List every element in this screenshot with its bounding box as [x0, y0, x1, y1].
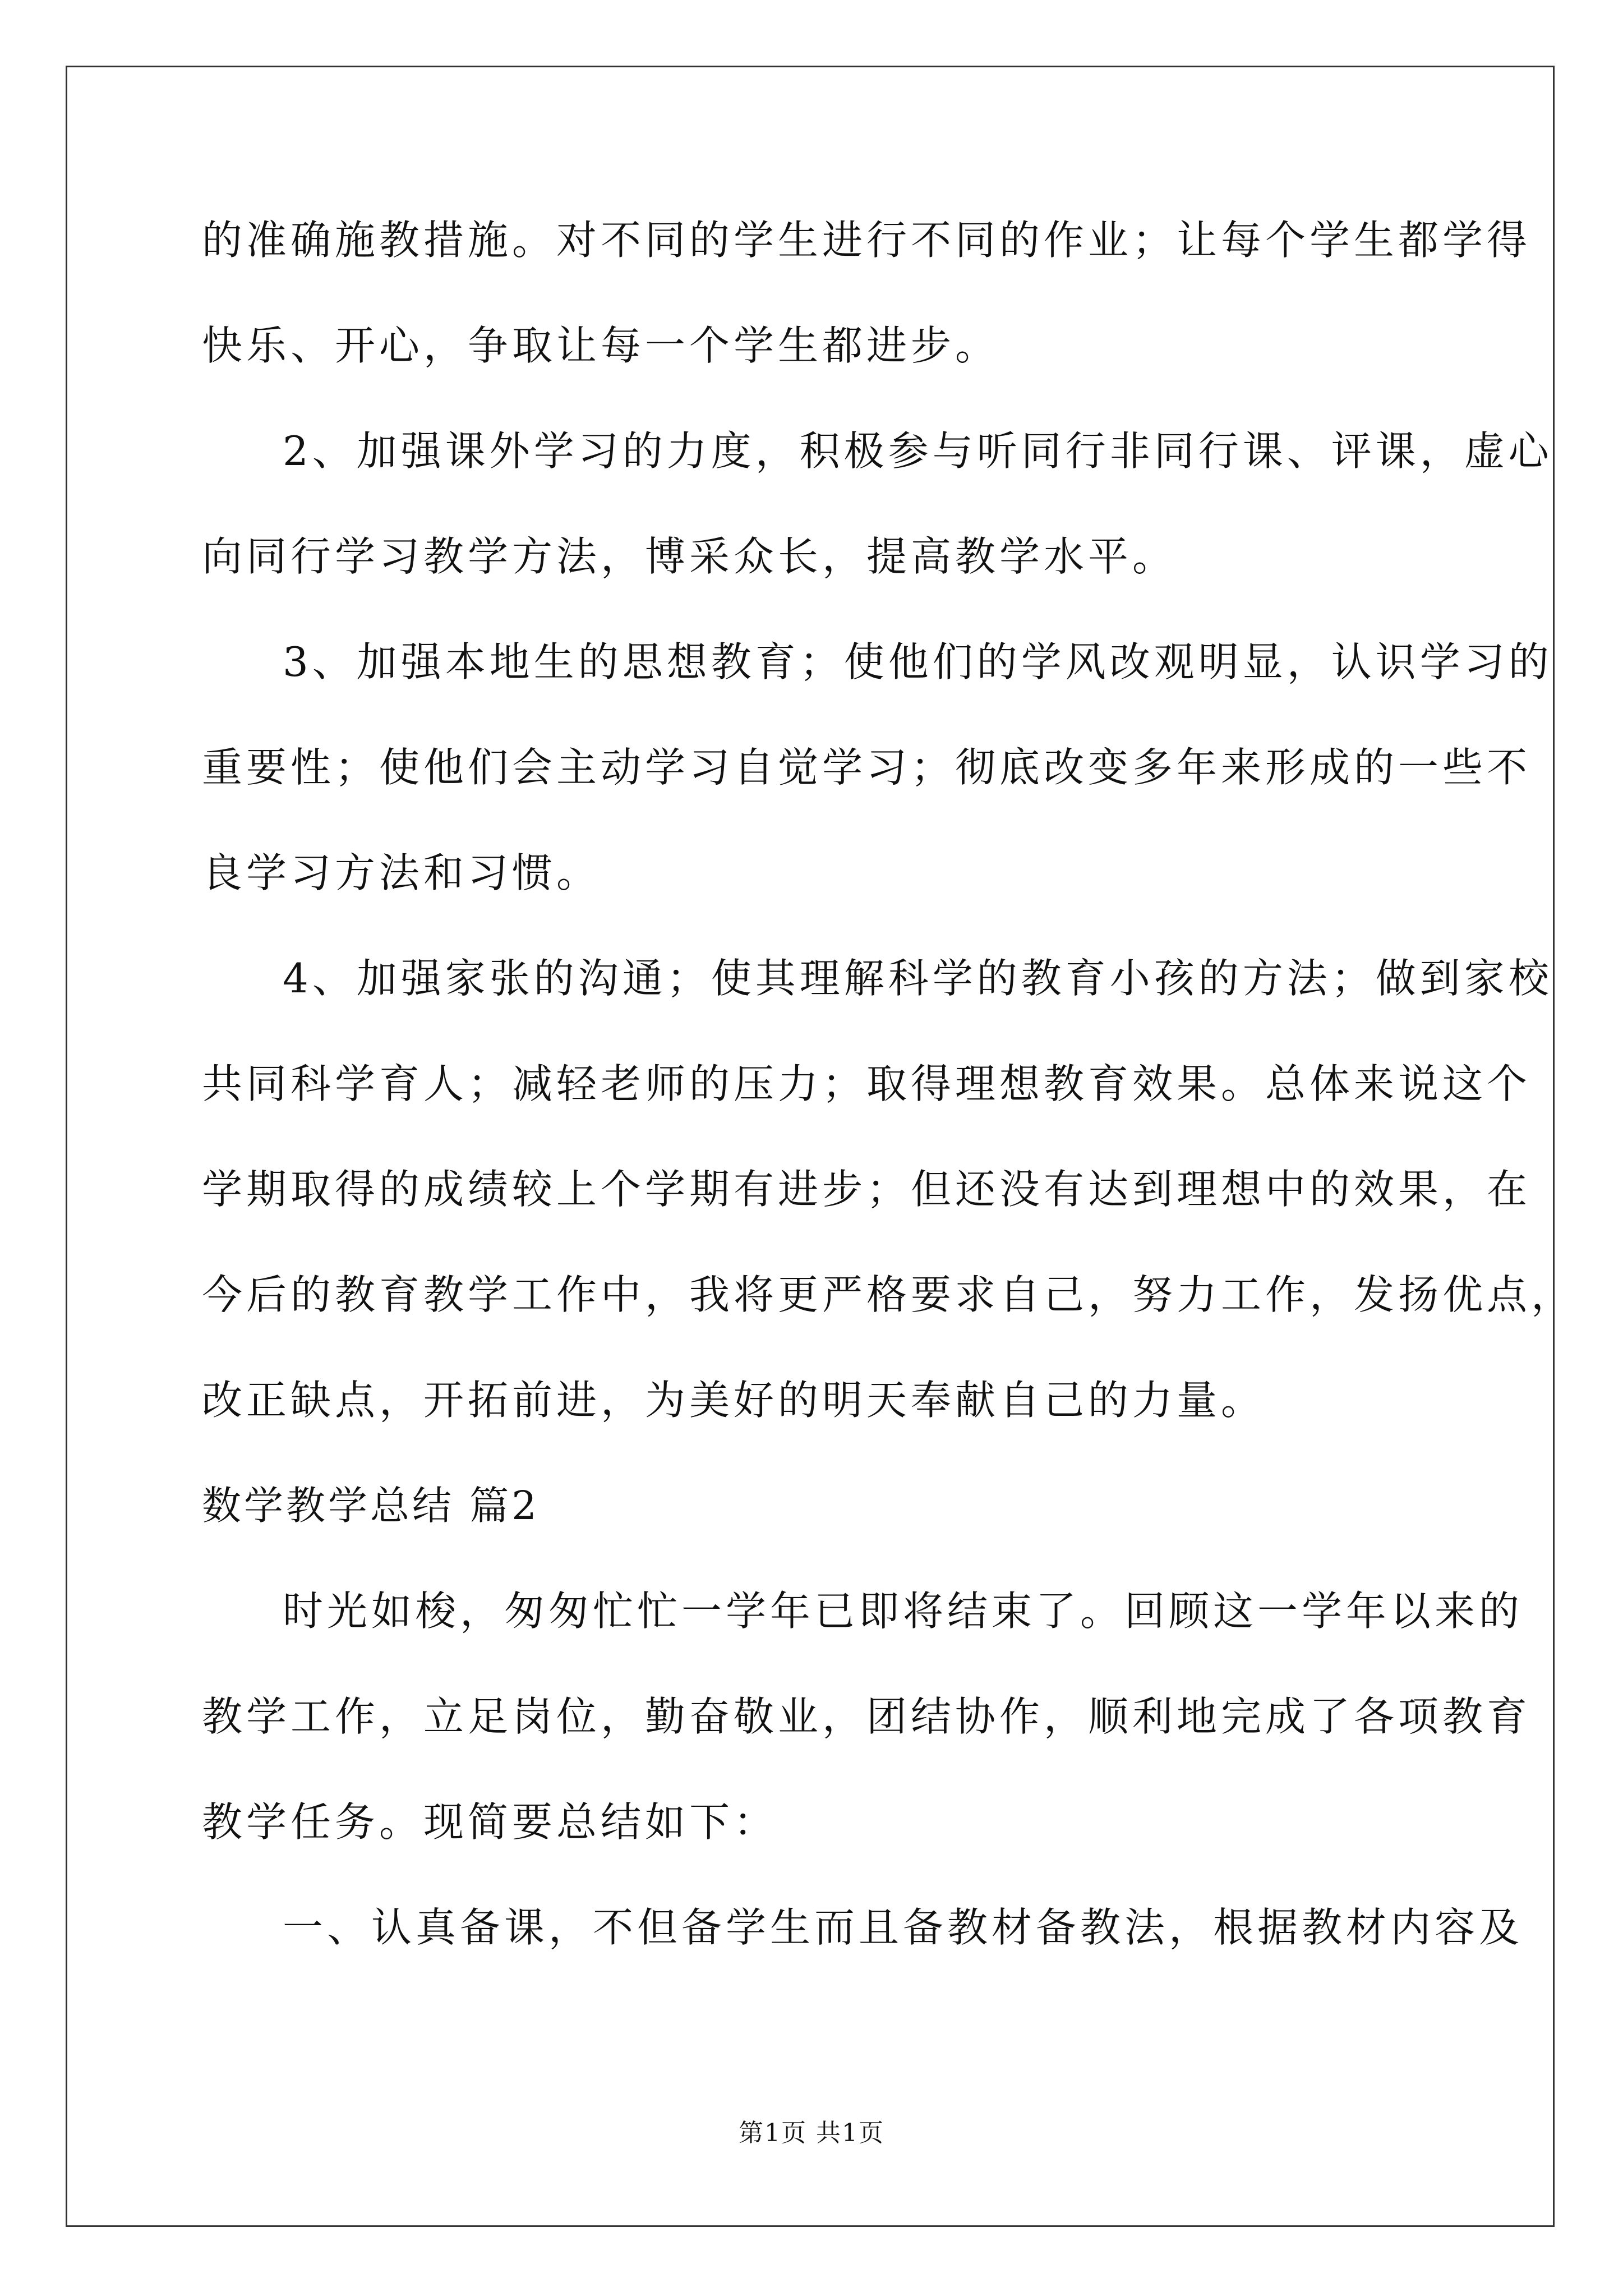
paragraph-item-2: [202, 424, 1553, 583]
text-line: 一、认真备课，不但备学生而且备教材备教法，根据教材内容及: [283, 1904, 1524, 1951]
text-line: 教学工作，立足岗位，勤奋敬业，团结协作，顺利地完成了各项教育: [202, 1693, 1532, 1740]
text-line: 共同科学育人；减轻老师的压力；取得理想教育效果。总体来说这个: [202, 1060, 1532, 1107]
text-line: 3、加强本地生的思想教育；使他们的学风改观明显，认识学习的: [283, 638, 1553, 685]
document-body: [202, 213, 1576, 1954]
text-line: 快乐、开心，争取让每一个学生都进步。: [202, 322, 1000, 369]
text-line: 改正缺点，开拓前进，为美好的明天奉献自己的力量。: [202, 1377, 1266, 1424]
paragraph-item-4: [202, 951, 1576, 1427]
text-line: 的准确施教措施。对不同的学生进行不同的作业；让每个学生都学得: [202, 217, 1532, 264]
text-line: 重要性；使他们会主动学习自觉学习；彻底改变多年来形成的一些不: [202, 744, 1532, 791]
text-line: 学期取得的成绩较上个学期有进步；但还没有达到理想中的效果，在: [202, 1166, 1532, 1213]
text-line: 时光如梭，匆匆忙忙一学年已即将结束了。回顾这一学年以来的: [283, 1588, 1524, 1635]
paragraph-continuation: [202, 213, 1532, 372]
page-footer: 第1页 共1页: [739, 2119, 884, 2147]
text-line: 今后的教育教学工作中，我将更严格要求自己，努力工作，发扬优点，: [202, 1271, 1576, 1318]
text-line: 教学任务。现简要总结如下：: [202, 1798, 778, 1846]
section-paragraph-item-1: [202, 1901, 1524, 1954]
paragraph-item-3: [202, 635, 1553, 900]
section-heading: 数学教学总结 篇2: [202, 1483, 540, 1529]
text-line: 向同行学习教学方法，博采众长，提高教学水平。: [202, 533, 1177, 580]
text-line: 良学习方法和习惯。: [202, 849, 601, 896]
section-paragraph-intro: [202, 1584, 1532, 1849]
text-line: 2、加强课外学习的力度，积极参与听同行非同行课、评课，虚心: [283, 427, 1553, 475]
text-line: 4、加强家张的沟通；使其理解科学的教育小孩的方法；做到家校: [283, 955, 1553, 1002]
